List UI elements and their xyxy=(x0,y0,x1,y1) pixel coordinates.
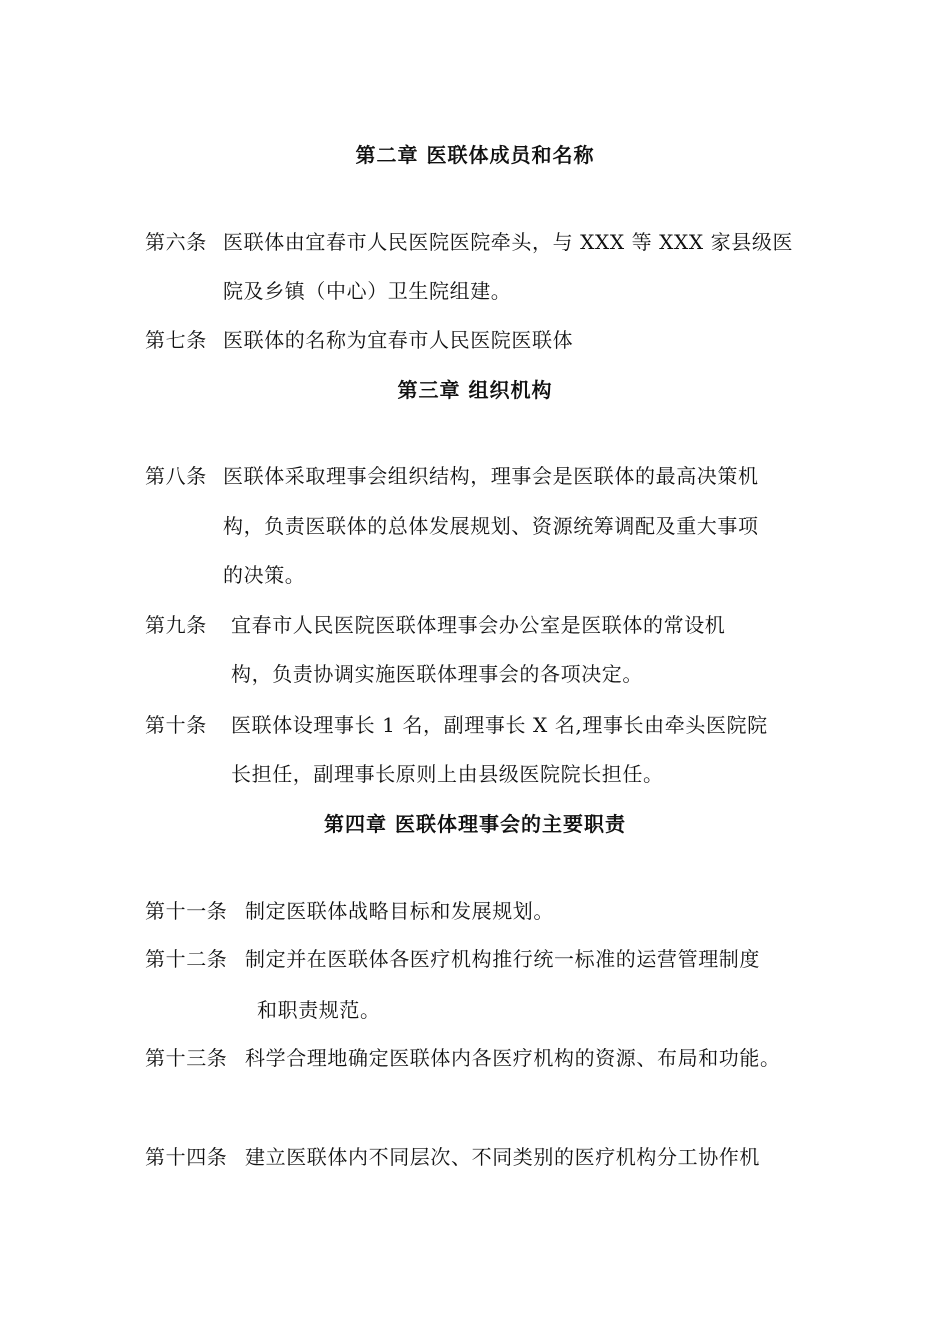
article-10-label: 第十条 xyxy=(145,713,207,737)
article-12-text-1: 制定并在医联体各医疗机构推行统一标准的运营管理制度 xyxy=(245,947,760,971)
article-11-text-1: 制定医联体战略目标和发展规划。 xyxy=(245,899,554,923)
article-8-text-2: 构，负责医联体的总体发展规划、资源统筹调配及重大事项 xyxy=(223,514,759,538)
article-6-text-1: 医联体由宜春市人民医院医院牵头，与 XXX 等 XXX 家县级医 xyxy=(223,230,794,254)
chapter-3-title: 第三章 组织机构 xyxy=(397,378,553,402)
article-9-text-2: 构，负责协调实施医联体理事会的各项决定。 xyxy=(231,662,643,686)
chapter-2-title: 第二章 医联体成员和名称 xyxy=(355,143,595,167)
article-13-line-1 xyxy=(145,1042,781,1071)
article-14-line-1 xyxy=(145,1141,760,1170)
article-14-text-1: 建立医联体内不同层次、不同类别的医疗机构分工协作机 xyxy=(245,1145,760,1169)
article-13-label: 第十三条 xyxy=(145,1046,228,1070)
article-6-line-1 xyxy=(145,226,793,255)
article-13-text-1: 科学合理地确定医联体内各医疗机构的资源、布局和功能。 xyxy=(245,1046,781,1070)
chapter-4-title: 第四章 医联体理事会的主要职责 xyxy=(324,812,626,836)
article-7-text-1: 医联体的名称为宜春市人民医院医联体 xyxy=(223,328,574,352)
article-9-text-1: 宜春市人民医院医联体理事会办公室是医联体的常设机 xyxy=(231,613,726,637)
article-6-label: 第六条 xyxy=(145,230,207,254)
article-12-text-2: 和职责规范。 xyxy=(257,998,381,1022)
article-6-text-2: 院及乡镇（中心）卫生院组建。 xyxy=(223,279,512,303)
article-10-line-1 xyxy=(145,709,768,738)
article-9-label: 第九条 xyxy=(145,613,207,637)
article-7-label: 第七条 xyxy=(145,328,207,352)
article-8-label: 第八条 xyxy=(145,464,207,488)
article-11-line-1 xyxy=(145,895,554,924)
article-10-text-2: 长担任，副理事长原则上由县级医院院长担任。 xyxy=(231,762,664,786)
article-10-text-1: 医联体设理事长 1 名，副理事长 X 名,理事长由牵头医院院 xyxy=(231,713,768,737)
article-8-line-1 xyxy=(145,460,759,489)
article-8-text-1: 医联体采取理事会组织结构，理事会是医联体的最高决策机 xyxy=(223,464,759,488)
article-9-line-1 xyxy=(145,609,725,638)
article-7-line-1 xyxy=(145,324,573,353)
article-8-text-3: 的决策。 xyxy=(223,563,306,587)
article-11-label: 第十一条 xyxy=(145,899,228,923)
article-12-line-1 xyxy=(145,943,760,972)
article-14-label: 第十四条 xyxy=(145,1145,228,1169)
article-12-label: 第十二条 xyxy=(145,947,228,971)
